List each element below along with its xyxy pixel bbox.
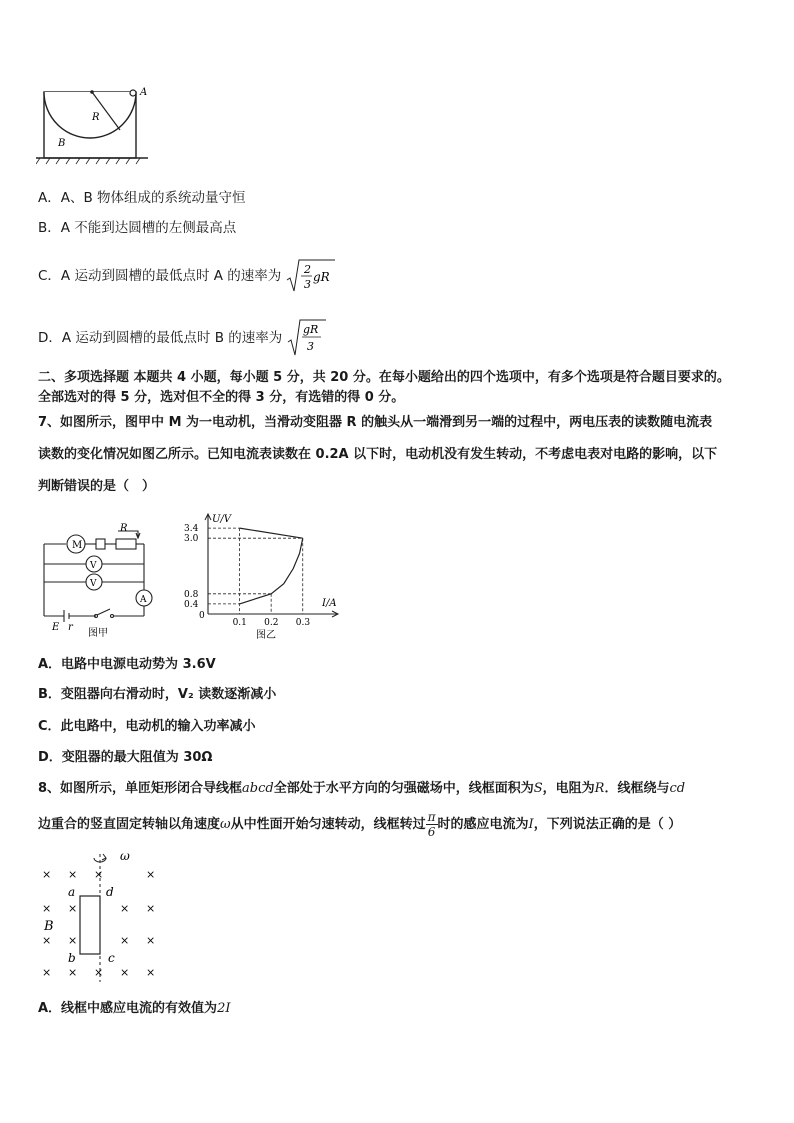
q8-abcd: abcd xyxy=(242,781,274,796)
x-axis-label: I/A xyxy=(322,598,337,609)
x-tick-label: 0.3 xyxy=(295,618,311,628)
field-cross-mark: × xyxy=(146,868,156,881)
q8-option-a xyxy=(38,1000,230,1018)
u-i-chart xyxy=(178,510,348,640)
x-tick-label: 0.1 xyxy=(232,618,247,628)
sqrt-sign xyxy=(287,318,327,358)
q8-line1 xyxy=(38,780,685,798)
q6-option-a: A．A、B 物体组成的系统动量守恒 xyxy=(38,190,246,206)
y-axis-label: U/V xyxy=(212,514,232,525)
origin-label: 0 xyxy=(199,611,205,621)
q6-option-c xyxy=(38,258,336,292)
corner-d-label: d xyxy=(106,885,114,899)
motor-label: M xyxy=(72,540,83,551)
q8-option-a-value: 2I xyxy=(217,1001,231,1016)
series-line-1 xyxy=(240,528,303,538)
q7-option-c: C．此电路中，电动机的输入功率减小 xyxy=(38,719,256,734)
internal-r-label: r xyxy=(68,622,73,633)
field-cross-mark: × xyxy=(68,902,78,915)
q7-line3: 判断错误的是（ ） xyxy=(38,479,156,494)
section2-line1: 二、多项选择题 本题共 4 小题，每小题 5 分，共 20 分。在每小题给出的四个选项中，有多个选项是符合题目要求的。 xyxy=(38,370,730,385)
corner-b-label: b xyxy=(68,951,76,965)
magnetic-field-figure xyxy=(36,848,166,984)
field-cross-mark: × xyxy=(146,966,156,979)
d-frac-num: gR xyxy=(302,323,318,336)
resistor-label: R xyxy=(120,523,128,534)
q8-text: ．线框绕与 xyxy=(604,781,670,796)
q8-cd: cd xyxy=(669,781,686,796)
emf-label: E xyxy=(52,622,60,633)
c-tail: gR xyxy=(312,270,330,284)
q6-option-c-text: C．A 运动到圆槽的最低点时 A 的速率为 xyxy=(38,268,282,284)
q8-text: 时的感应电流为 xyxy=(437,817,529,832)
x-tick-label: 0.2 xyxy=(264,618,279,628)
q8-option-a-text: A．线框中感应电流的有效值为 xyxy=(38,1001,218,1016)
corner-a-label: a xyxy=(68,885,76,899)
field-B-label: B xyxy=(44,919,54,934)
q8-omega: ω xyxy=(220,817,231,832)
q6-option-d-text: D．A 运动到圆槽的最低点时 B 的速率为 xyxy=(38,330,283,346)
q8-R: R xyxy=(594,781,605,796)
field-cross-mark: × xyxy=(42,966,52,979)
field-cross-mark: × xyxy=(68,868,78,881)
q8-text: ，电阻为 xyxy=(542,781,595,796)
y-tick-label: 3.0 xyxy=(184,534,199,545)
q8-text: 从中性面开始匀速转动，线框转过 xyxy=(230,817,426,832)
c-frac-num: 2 xyxy=(303,263,311,276)
field-cross-mark: × xyxy=(146,934,156,947)
pi-over-6-fraction xyxy=(426,810,438,839)
field-cross-mark: × xyxy=(120,934,130,947)
q8-S: S xyxy=(533,781,543,796)
voltmeter2-label: V xyxy=(90,579,97,589)
sqrt-sign xyxy=(286,258,336,294)
q8-text: ，下列说法正确的是（ ） xyxy=(533,817,682,832)
y-tick-label: 0.4 xyxy=(184,599,199,610)
q8-text: 全部处于水平方向的匀强磁场中，线框面积为 xyxy=(273,781,534,796)
circuit-diagram xyxy=(38,518,156,642)
voltmeter1-label: V xyxy=(90,561,97,571)
field-cross-mark: × xyxy=(42,902,52,915)
q8-line2 xyxy=(38,808,681,842)
q8-I: I xyxy=(528,817,534,832)
frac-den: 6 xyxy=(427,825,436,839)
d-frac-den: 3 xyxy=(306,340,314,353)
corner-c-label: c xyxy=(108,951,115,965)
q8-text: 边重合的竖直固定转轴以角速度 xyxy=(38,817,221,832)
y-tick-label: 0.8 xyxy=(184,589,199,600)
circuit-caption: 图甲 xyxy=(88,628,108,639)
field-cross-mark: × xyxy=(42,934,52,947)
q8-text: 8、如图所示，单匝矩形闭合导线框 xyxy=(38,781,243,796)
label-B: B xyxy=(58,138,66,149)
q7-option-d: D．变阻器的最大阻值为 30Ω xyxy=(38,750,213,765)
field-cross-mark: × xyxy=(42,868,52,881)
field-cross-mark: × xyxy=(120,902,130,915)
chart-caption: 图乙 xyxy=(256,630,276,640)
omega-label: ω xyxy=(120,849,130,863)
field-cross-mark: × xyxy=(68,966,78,979)
groove-figure xyxy=(36,84,166,172)
q6-option-d xyxy=(38,318,327,356)
frac-num: π xyxy=(427,810,436,824)
field-cross-mark: × xyxy=(146,902,156,915)
q6-option-b: B．A 不能到达圆槽的左侧最高点 xyxy=(38,220,237,236)
field-cross-mark: × xyxy=(120,966,130,979)
field-cross-mark: × xyxy=(68,934,78,947)
section2-line2: 全部选对的得 5 分，选对但不全的得 3 分，有选错的得 0 分。 xyxy=(38,390,405,405)
c-frac-den: 3 xyxy=(303,278,311,291)
label-R: R xyxy=(92,112,100,123)
q7-option-a: A．电路中电源电动势为 3.6V xyxy=(38,657,216,672)
field-cross-mark: × xyxy=(94,966,104,979)
field-cross-mark: × xyxy=(94,868,104,881)
q7-option-b: B．变阻器向右滑动时，V₂ 读数逐渐减小 xyxy=(38,687,277,702)
label-A: A xyxy=(140,87,148,98)
q7-line2: 读数的变化情况如图乙所示。已知电流表读数在 0.2A 以下时，电动机没有发生转动，不考虑电表对电路的影响，以下 xyxy=(38,447,718,462)
q7-line1: 7、如图所示，图甲中 M 为一电动机，当滑动变阻器 R 的触头从一端滑到另一端的过程中，两电压表的读数随电流表 xyxy=(38,415,713,430)
ammeter-label: A xyxy=(140,595,147,605)
y-tick-label: 3.4 xyxy=(184,524,199,535)
